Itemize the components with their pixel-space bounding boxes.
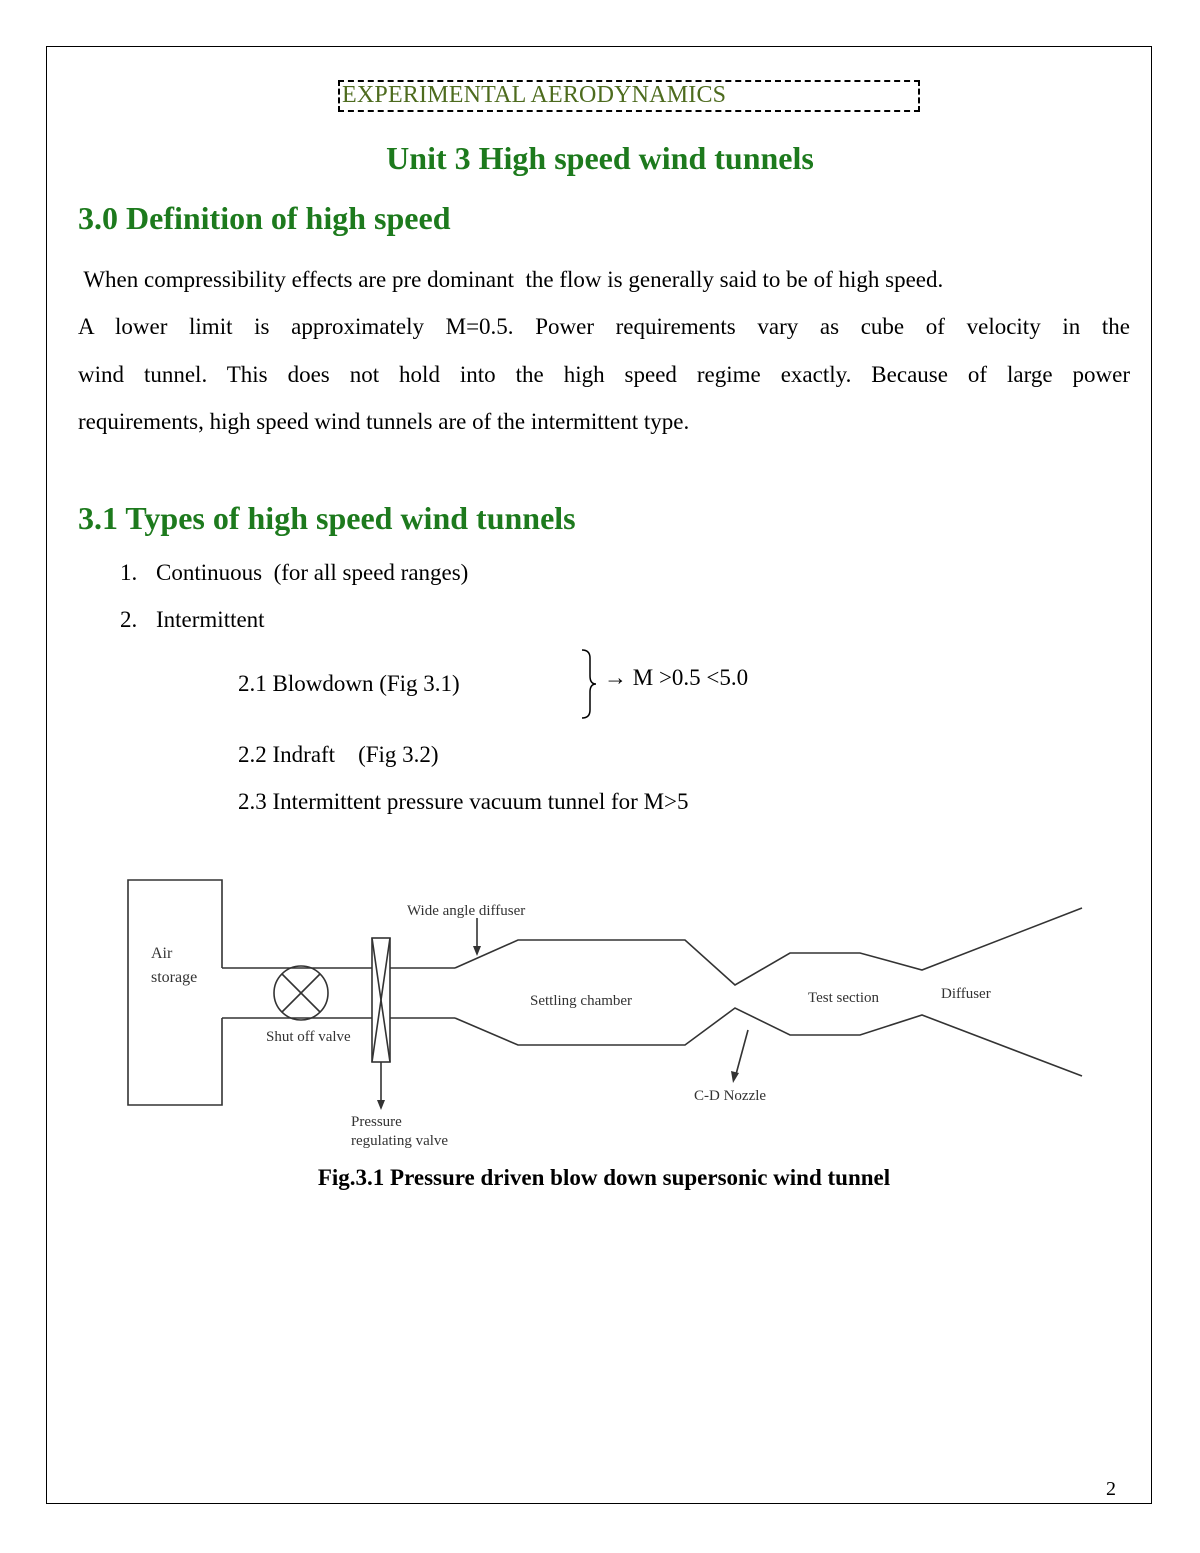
sub-item-pressure-vacuum: 2.3 Intermittent pressure vacuum tunnel for M>5 <box>238 789 689 814</box>
arrow-head-icon <box>473 946 481 956</box>
page-number: 2 <box>1106 1478 1116 1500</box>
paragraph-line: When compressibility effects are pre dominant the flow is generally said to be of high speed. <box>78 267 944 292</box>
tunnel-lower-wall <box>455 1008 1082 1076</box>
label-test-section: Test section <box>808 990 880 1006</box>
label-storage: storage <box>151 969 198 986</box>
sub-item-blowdown: 2.1 Blowdown (Fig 3.1) <box>238 671 460 696</box>
running-header: EXPERIMENTAL AERODYNAMICS <box>342 82 727 108</box>
label-air: Air <box>151 945 173 962</box>
air-storage-tank <box>128 880 222 1105</box>
label-diffuser: Diffuser <box>941 986 991 1002</box>
label-shut-off-valve: Shut off valve <box>266 1029 351 1045</box>
list-item: Intermittent <box>156 607 265 632</box>
figure-caption: Fig.3.1 Pressure driven blow down supersonic wind tunnel <box>317 1165 891 1190</box>
paragraph-line: requirements, high speed wind tunnels are of the intermittent type. <box>78 408 690 434</box>
list-number: 2. <box>120 607 138 632</box>
sub-item-indraft: 2.2 Indraft (Fig 3.2) <box>238 742 439 767</box>
paragraph-line: A lower limit is approximately M=0.5. Power requirements vary as cube of velocity in the <box>78 314 1130 340</box>
label-cd-nozzle: C-D Nozzle <box>694 1088 767 1104</box>
mach-range: → M >0.5 <5.0 <box>604 665 749 690</box>
section-heading-3-1: 3.1 Types of high speed wind tunnels <box>78 500 576 536</box>
unit-title: Unit 3 High speed wind tunnels <box>386 140 814 176</box>
label-settling-chamber: Settling chamber <box>530 993 633 1009</box>
list-item: Continuous (for all speed ranges) <box>156 560 469 585</box>
arrow-head-icon <box>731 1071 739 1083</box>
label-regulating-valve: regulating valve <box>351 1133 449 1149</box>
list-number: 1. <box>120 560 138 585</box>
arrow-head-icon <box>377 1100 385 1110</box>
label-wide-angle-diffuser: Wide angle diffuser <box>407 903 526 919</box>
label-pressure: Pressure <box>351 1114 402 1130</box>
section-heading-3-0: 3.0 Definition of high speed <box>78 200 451 236</box>
paragraph-line: wind tunnel. This does not hold into the high speed regime exactly. Because of large power <box>78 361 1130 387</box>
tunnel-upper-wall <box>455 908 1082 985</box>
